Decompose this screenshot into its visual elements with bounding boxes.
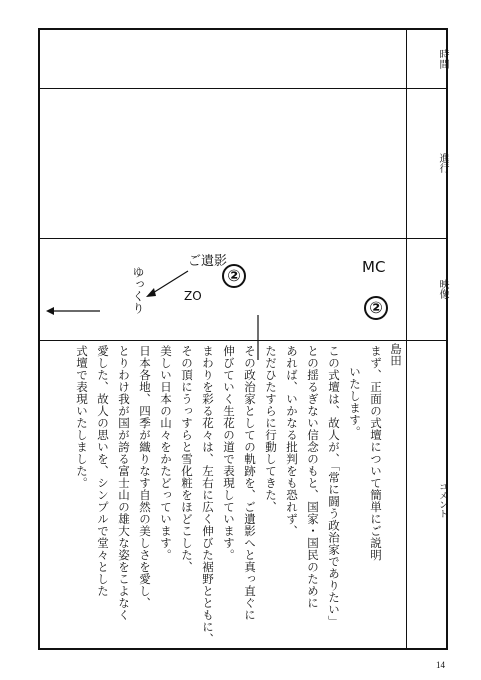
slow-label: ゆっくり <box>131 266 145 314</box>
zoom-label: ZO <box>184 289 202 303</box>
photo-label: ご遺影 <box>188 254 228 269</box>
video-header: 映像 <box>437 279 448 299</box>
shot-number-camera: ② <box>364 296 388 320</box>
comment-line: まず、正面の式壇について簡単にご説明 <box>369 345 383 561</box>
comment-line: まわりを彩る花々は、左右に広く伸びた裾野とともに、 <box>201 345 215 645</box>
time-header: 時間 <box>437 49 448 69</box>
comment-line: とりわけ我が国が誇る富士山の雄大な姿をこよなく <box>117 345 131 621</box>
comment-line: いたします。 <box>348 366 362 438</box>
comment-line: 日本各地、四季が織りなす自然の美しさを愛し、 <box>138 345 152 609</box>
camera-label: MC <box>362 258 386 276</box>
comment-line: ただひたすらに行動してきた、 <box>264 345 278 513</box>
comment-line: その政治家としての軌跡を、ご遺影へと真っ直ぐに <box>243 345 257 621</box>
speaker-name: 島田 <box>389 343 403 366</box>
comment-line: 伸びていく生花の道で表現しています。 <box>222 345 236 561</box>
comment-line: 美しい日本の山々をかたどっています。 <box>159 345 173 561</box>
comment-line: 愛した、故人の思いを、シンプルで堂々とした <box>96 345 110 597</box>
comment-line: との揺るぎない信念のもと、国家・国民のために <box>306 345 320 609</box>
comment-line: あれば、いかなる批判をも恐れず、 <box>285 345 299 537</box>
comment-line: 式壇で表現いたしました。 <box>75 345 89 489</box>
zoom-arrowhead <box>146 288 156 297</box>
pan-arrowhead <box>46 307 54 315</box>
comment-header: コメント <box>437 482 447 518</box>
comment-line: この式壇は、故人が、「常に闘う政治家でありたい」 <box>327 345 341 628</box>
progress-header: 進行 <box>437 153 448 173</box>
comment-text <box>46 345 386 645</box>
page-number: 14 <box>436 660 445 670</box>
shot-number-photo: ② <box>222 264 246 288</box>
script-table <box>38 28 448 650</box>
comment-line: その頂にうっすらと雪化粧をほどこした、 <box>180 345 194 573</box>
